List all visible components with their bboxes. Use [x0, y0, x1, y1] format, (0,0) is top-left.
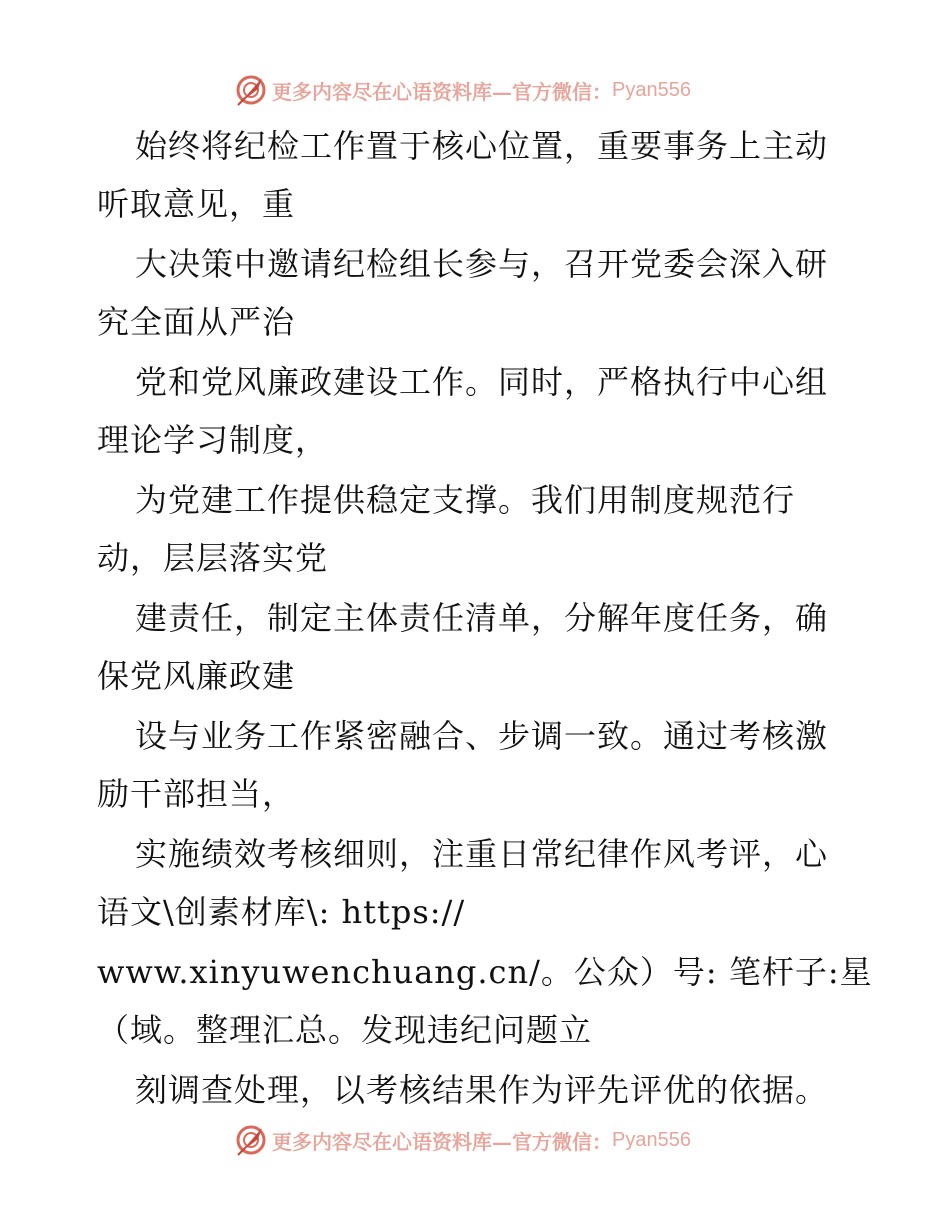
text-line: 大决策中邀请纪检组长参与，召开党委会深入研 — [135, 245, 829, 283]
quill-logo-icon — [234, 1123, 268, 1157]
text-line: 励干部担当， — [97, 775, 296, 813]
text-line: （域。整理汇总。发现违纪问题立 — [97, 1011, 593, 1049]
quill-logo-icon — [234, 73, 268, 107]
text-line: 为党建工作提供稳定支撑。我们用制度规范行 — [135, 481, 796, 519]
header-site-text: 更多内容尽在心语资料库—官方微信： — [272, 79, 612, 104]
text-line: 理论学习制度， — [97, 421, 329, 459]
text-line: 究全面从严治 — [97, 303, 296, 341]
footer-wechat-id: Pyan556 — [612, 1128, 691, 1151]
text-line: www.xinyuwenchuang.cn/。公众）号: 笔杆子:星 — [97, 953, 873, 991]
footer-site-text: 更多内容尽在心语资料库—官方微信： — [272, 1129, 612, 1154]
text-line: 听取意见，重 — [97, 185, 296, 223]
text-line: 保党风廉政建 — [97, 657, 296, 695]
text-line: 动，层层落实党 — [97, 539, 329, 577]
text-line: 设与业务工作紧密融合、步调一致。通过考核激 — [135, 717, 829, 755]
header-watermark — [234, 72, 754, 108]
text-line: 始终将纪检工作置于核心位置，重要事务上主动 — [135, 127, 829, 165]
text-line: 语文\创素材库\: https:// — [97, 893, 466, 931]
footer-watermark — [234, 1122, 754, 1158]
text-line: 刻调查处理，以考核结果作为评先评优的依据。 — [135, 1071, 829, 1109]
header-wechat-id: Pyan556 — [612, 78, 691, 101]
text-line: 建责任，制定主体责任清单，分解年度任务，确 — [135, 599, 829, 637]
text-line: 实施绩效考核细则，注重日常纪律作风考评，心 — [135, 835, 829, 873]
text-line: 党和党风廉政建设工作。同时，严格执行中心组 — [135, 363, 829, 401]
